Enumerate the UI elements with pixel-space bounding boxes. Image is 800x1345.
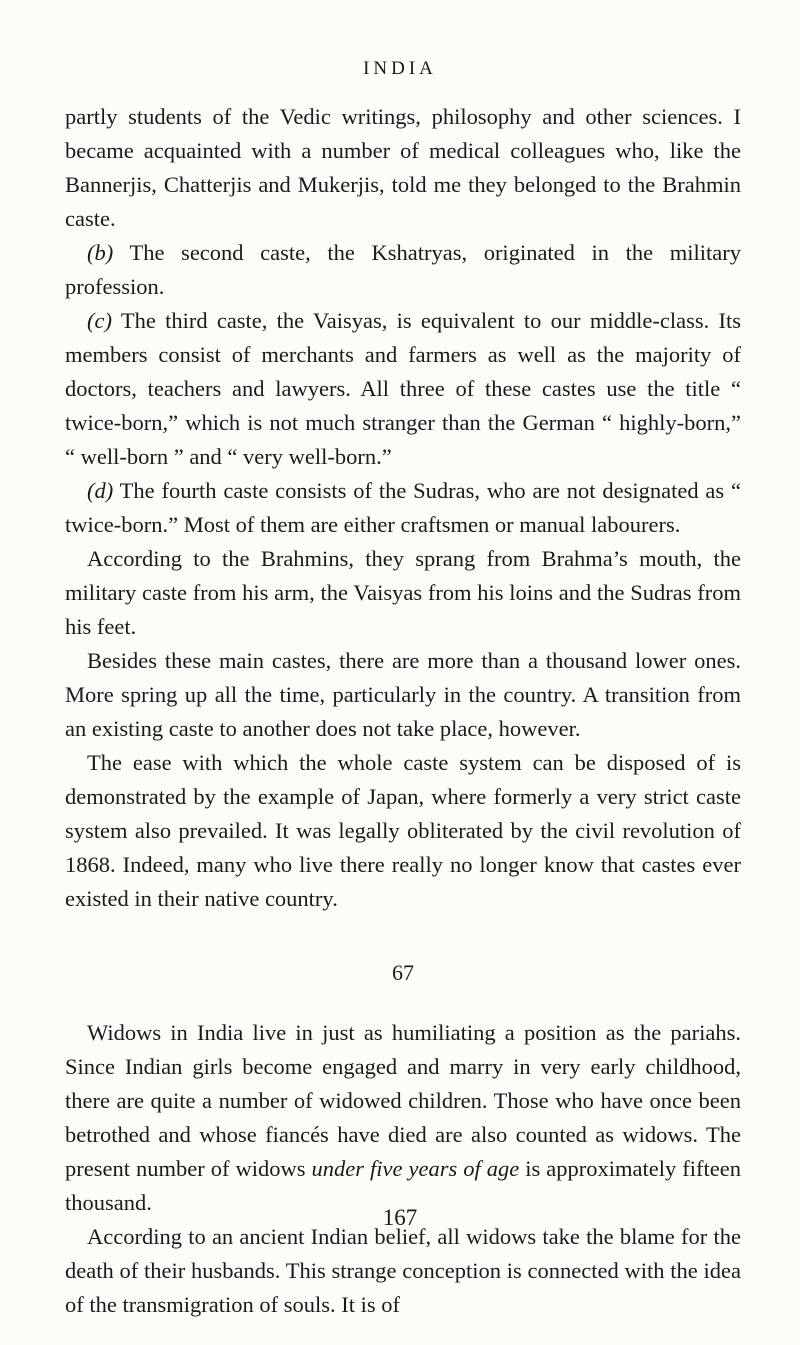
- list-label: (c): [87, 308, 112, 333]
- section-number: 67: [392, 960, 414, 985]
- list-label: (d): [87, 478, 114, 503]
- paragraph: According to an ancient Indian belief, all widows take the blame for the death of their husbands. This strange conception is connected with the idea of the transmigration of souls. It is of: [65, 1224, 741, 1317]
- page-number: 167: [382, 1205, 418, 1230]
- list-label: (b): [87, 240, 114, 265]
- running-head: INDIA: [363, 58, 437, 79]
- paragraph: partly students of the Vedic writings, philosophy and other sciences. I became acquainted with a number of medical colleagues who, like the Bannerjis, Chatterjis and Mukerjis, told me they belonged to the Brahmin caste.: [65, 104, 741, 231]
- paragraph-caste-c: (c) The third caste, the Vaisyas, is equivalent to our middle-class. Its members consist of merchants and farmers as well as the majority of doctors, teachers and lawyers. All three of these castes use the title “ twice-born,” which is not much stranger than the German “ highly-born,” “ well-born ” and “ very well-born.”: [65, 308, 741, 469]
- paragraph-caste-b: (b) The second caste, the Kshatryas, originated in the military profession.: [65, 240, 741, 299]
- paragraph: Besides these main castes, there are more than a thousand lower ones. More spring up all the time, particularly in the country. A transition from an existing caste to another does not take place, however.: [65, 648, 741, 741]
- body-text: [65, 100, 741, 1322]
- emphasis-text: under five years of age: [311, 1156, 520, 1181]
- paragraph-caste-d: (d) The fourth caste consists of the Sudras, who are not designated as “ twice-born.” Most of them are either craftsmen or manual labourers.: [65, 478, 741, 537]
- paragraph: The ease with which the whole caste system can be disposed of is demonstrated by the example of Japan, where formerly a very strict caste system also prevailed. It was legally obliterated by the civil revolution of 1868. Indeed, many who live there really no longer know that castes ever existed in their native country.: [65, 750, 741, 911]
- paragraph-widows: Widows in India live in just as humiliating a position as the pariahs. Since Indian girls become engaged and marry in very early childhood, there are quite a number of widowed children. Those who have once been betrothed and whose fiancés have died are also counted as widows. The present number of widows under five years of age is approximately fifteen thousand.: [65, 1020, 741, 1215]
- paragraph: According to the Brahmins, they sprang from Brahma’s mouth, the military caste from his arm, the Vaisyas from his loins and the Sudras from his feet.: [65, 546, 741, 639]
